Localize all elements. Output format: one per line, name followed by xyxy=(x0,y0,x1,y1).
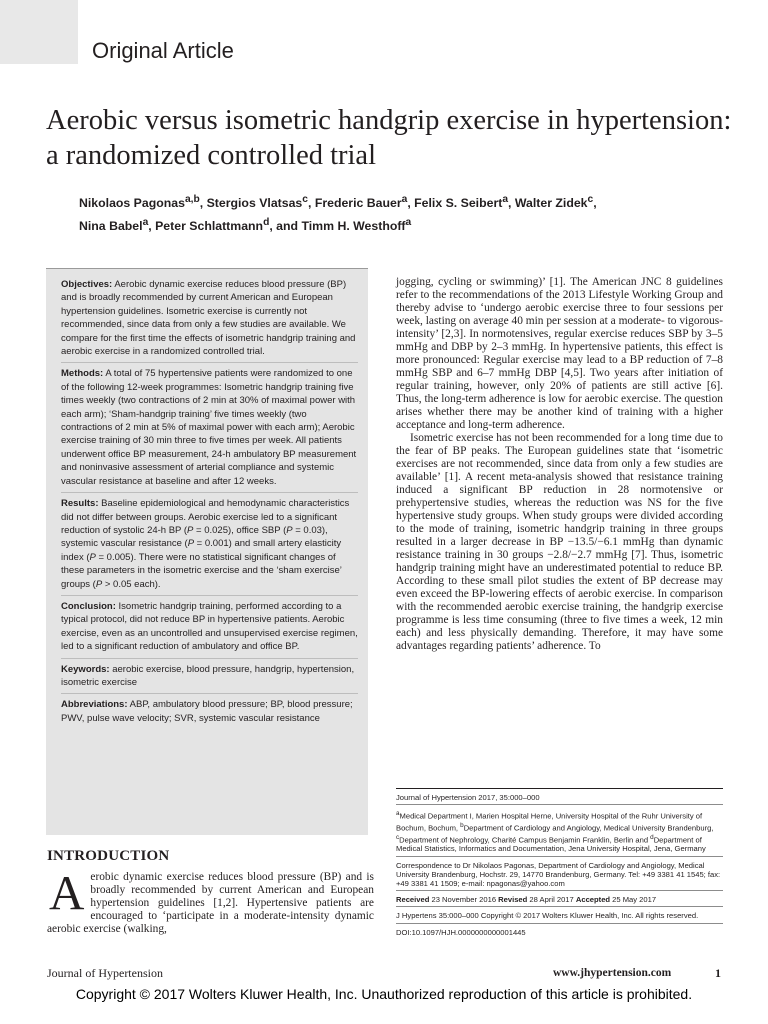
body-paragraph: jogging, cycling or swimming)’ [1]. The American JNC 8 guidelines refer to the recommendations of the 2013 Lifestyle Working Group and thereby advise to ‘undergo aerobic exercise three to four sessions per week, lasting on average 40 min per session at a moderate- to vigorous-intensity’ [2,3]. In normotensives, regular exercise reduces SBP by 3–5 mmHg and DBP by 2–3 mmHg. In hypertensive patients, this effect is more pronounced: Regular exercise may lead to a BP reduction of 7–8 mmHg SBP and 6–7 mmHg DBP [4,5]. Two years after initiation of regular training, however, only 20% of patients are still active [6]. Thus, the long-term adherence is low for aerobic exercise. The question arises whether there may be another kind of training with a higher acceptance and long-term adherence. xyxy=(396,276,723,431)
abstract-label: Results: xyxy=(61,498,99,510)
abstract-text: Isometric handgrip training, performed according to a typical protocol, did not reduce BP in hypertensive patients. Aerobic exercise, even as an uncontrolled and unsupervised exercise regimen, led to a significant reduction of ambulatory and office BP. xyxy=(61,600,358,653)
abstract-label: Conclusion: xyxy=(61,600,116,612)
abstract-label: Objectives: xyxy=(61,279,113,290)
introduction-heading: INTRODUCTION xyxy=(47,848,170,864)
header-corner-block xyxy=(0,0,78,64)
footnote-block xyxy=(396,788,723,939)
author-list xyxy=(79,190,739,236)
section-label: Original Article xyxy=(92,38,234,63)
author-line: Nina Babel$^a$, Peter Schlattmann$^d$, and Timm H. Westhoff$^a$ xyxy=(79,217,412,234)
abstract-methods xyxy=(61,367,358,493)
abstract-objectives xyxy=(61,278,358,363)
abstract-text: ABP, ambulatory blood pressure; BP, blood pressure; PWV, pulse wave velocity; SVR, systemic vascular resistance xyxy=(61,699,353,724)
journal-name-footer: Journal of Hypertension xyxy=(47,966,163,980)
abstract-abbreviations xyxy=(61,698,358,729)
correspondence: Correspondence to Dr Nikolaos Pagonas, Department of Cardiology and Angiology, Medical University Brandenburg, Hochstr. 29, 14770 Brandenburg, Germany. Tel: +49 3381 41 1545; fax: +49 3381 41 1509; e-mail: npagonas@yahoo.com xyxy=(396,857,723,892)
abstract-results xyxy=(61,497,358,596)
journal-url-link[interactable]: www.jhypertension.com xyxy=(553,967,672,979)
abstract-label: Keywords: xyxy=(61,663,110,675)
abstract-text: aerobic exercise, blood pressure, handgrip, hypertension, isometric exercise xyxy=(61,663,355,688)
journal-citation: Journal of Hypertension 2017, 35:000–000 xyxy=(396,789,723,805)
drop-cap: A xyxy=(49,865,85,920)
abstract-label: Methods: xyxy=(61,368,104,380)
abstract-conclusion xyxy=(61,600,358,659)
author-line: Nikolaos Pagonas$^{a,b}$, Stergios Vlatsas$^c$, Frederic Bauer$^a$, Felix S. Seibert$^a$, Walter Zidek$^c$, xyxy=(79,194,597,211)
copyright-line: J Hypertens 35:000–000 Copyright © 2017 Wolters Kluwer Health, Inc. All rights reserved. xyxy=(396,907,723,923)
abstract-text: Baseline epidemiological and hemodynamic characteristics did not differ between groups. Aerobic exercise led to a significant reduction of systolic 24-h BP (P = 0.025), office SBP (P = 0.03), systemic vascular resistance (P = 0.001) and small artery elasticity index (P = 0.005). There were no statistical significant changes of these parameters in the isometric exercise and the ‘sham exercise’ groups (P > 0.05 each). xyxy=(61,498,350,590)
affiliations: $^a$Medical Department I, Marien Hospital Herne, University Hospital of the Ruhr University of Bochum, Bochum, $^b$Department of Cardiology and Angiology, Medical University Brandenburg, $^c$Department of Nephrology, Charité Campus Benjamin Franklin, Berlin and $^d$Department of Medical Statistics, Informatics and Documentation, Jena University Hospital, Jena, Germany xyxy=(396,805,723,856)
doi-link[interactable]: DOI:10.1097/HJH.0000000000001445 xyxy=(396,927,526,937)
abstract-label: Abbreviations: xyxy=(61,699,128,711)
abstract-text: Aerobic dynamic exercise reduces blood pressure (BP) and is broadly recommended by current American and European hypertension guidelines. Isometric exercise is currently not recommended, since data from only a few studies are available. We compare for the first time the effects of isometric handgrip training and aerobic exercise in a randomized controlled trial. xyxy=(61,279,356,358)
article-dates: Received 23 November 2016 Revised 28 April 2017 Accepted 25 May 2017 xyxy=(396,891,723,907)
body-column-right xyxy=(396,276,723,653)
article-title: Aerobic versus isometric handgrip exercise in hypertension: a randomized controlled trial xyxy=(46,105,732,171)
body-paragraph: Isometric exercise has not been recommended for a long time due to the fear of BP peaks. The European guidelines state that ‘isometric exercises are not recommended, since data from only a few studies are available’ [1]. A recent meta-analysis showed that resistance training induced a significant BP reduction in 28 normotensive or prehypertensive studies, whereas the reduction was NS for the five hypertensive study groups. When study groups were divided according to the mode of training, isometric handgrip training in three groups resulted in a larger decrease in BP −13.5/−6.1 mmHg than dynamic resistance training in 30 groups −2.8/−2.7 mmHg [7]. Thus, isometric handgrip training might have an underestimated potential to reduce BP. According to these small pilot studies the extent of BP decrease may even exceed the BP-lowering effects of aerobic exercise. In comparison with the recommended aerobic exercise training, the handgrip exercise programme is less time consuming (three to five times a week, 12 min each) and less physically demanding. Therefore, it may have some advantages regarding patients’ adherence. To xyxy=(396,432,723,652)
abstract-text: A total of 75 hypertensive patients were randomized to one of the following 12-week programmes: Isometric handgrip training five times weekly (two contractions of 2 min at 30% of maximal power with each arm); ‘Sham-handgrip training’ five times weekly (two contractions of 2 min at 5% of maximal power with each arm); Aerobic exercise training of 30 min three to five times per week. All patients underwent office BP measurement, 24-h ambulatory BP measurement and noninvasive assessment of arterial compliance and systemic vascular resistance at baseline and after 12 weeks. xyxy=(61,368,357,487)
introduction-body xyxy=(47,865,374,936)
abstract-keywords xyxy=(61,663,358,695)
abstract-box xyxy=(46,268,368,835)
copyright-notice: Copyright © 2017 Wolters Kluwer Health, Inc. Unauthorized reproduction of this article is prohibited. xyxy=(75,986,693,1002)
introduction-text: erobic dynamic exercise reduces blood pressure (BP) and is broadly recommended by current American and European hypertension guidelines [1,2]. Hypertensive patients are encouraged to ‘participate in a moderate-intensity dynamic aerobic exercise (walking, xyxy=(47,871,374,935)
page-number: 1 xyxy=(715,966,721,980)
